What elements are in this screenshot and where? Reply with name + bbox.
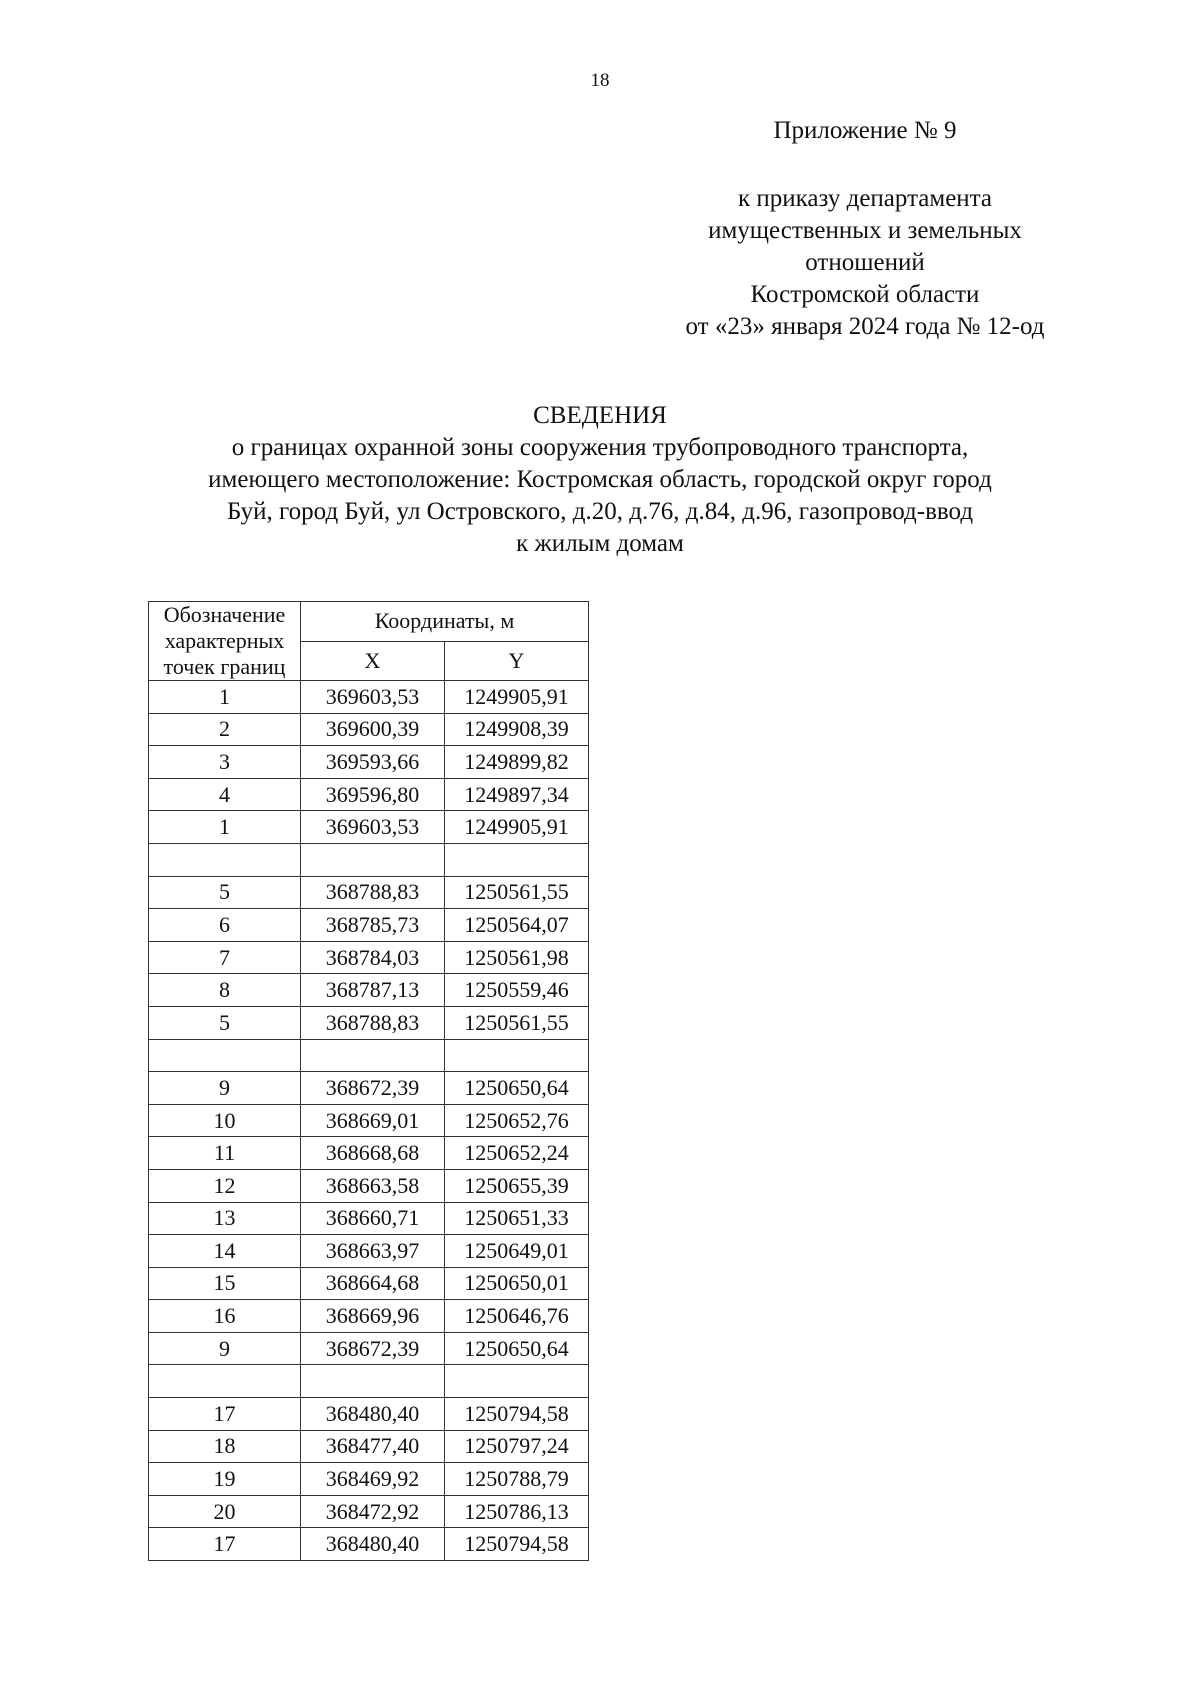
y-coordinate-cell: 1250650,01	[445, 1267, 589, 1300]
point-number-cell: 16	[149, 1300, 301, 1333]
point-number-cell: 14	[149, 1235, 301, 1268]
point-number-cell: 19	[149, 1463, 301, 1496]
x-coordinate-cell: 368663,58	[301, 1169, 445, 1202]
x-coordinate-cell: 368472,92	[301, 1495, 445, 1528]
point-number-cell: 5	[149, 1006, 301, 1039]
table-row	[149, 713, 589, 746]
y-coordinate-cell: 1250794,58	[445, 1398, 589, 1431]
x-coordinate-cell: 369600,39	[301, 713, 445, 746]
point-number-cell: 7	[149, 941, 301, 974]
table-row	[149, 1300, 589, 1333]
x-coordinate-cell: 368663,97	[301, 1235, 445, 1268]
table-row	[149, 1169, 589, 1202]
y-coordinate-cell: 1249899,82	[445, 746, 589, 779]
x-coordinate-cell: 368480,40	[301, 1528, 445, 1561]
y-coordinate-cell: 1250561,55	[445, 876, 589, 909]
point-number-cell: 20	[149, 1495, 301, 1528]
point-number-cell: 12	[149, 1169, 301, 1202]
table-row	[149, 746, 589, 779]
y-coordinate-cell: 1250561,98	[445, 941, 589, 974]
point-number-cell: 4	[149, 778, 301, 811]
x-coordinate-cell: 369603,53	[301, 681, 445, 714]
point-number-cell: 1	[149, 811, 301, 844]
header-point-line: Обозначение	[163, 602, 286, 627]
table-row	[149, 1267, 589, 1300]
x-coordinate-cell: 368668,68	[301, 1137, 445, 1170]
table-row	[149, 876, 589, 909]
table-row	[149, 1104, 589, 1137]
table-row	[149, 1202, 589, 1235]
header-x: X	[301, 641, 445, 681]
point-number-cell	[149, 1365, 301, 1398]
y-coordinate-cell: 1250646,76	[445, 1300, 589, 1333]
appendix-line: к приказу департамента	[737, 185, 993, 212]
x-coordinate-cell: 368669,96	[301, 1300, 445, 1333]
y-coordinate-cell: 1250794,58	[445, 1528, 589, 1561]
header-point-designation	[149, 602, 301, 681]
appendix-line: Костромской области	[750, 281, 980, 308]
point-number-cell: 3	[149, 746, 301, 779]
x-coordinate-cell: 368784,03	[301, 941, 445, 974]
table-row	[149, 843, 589, 876]
point-number-cell: 17	[149, 1398, 301, 1431]
x-coordinate-cell	[301, 1365, 445, 1398]
y-coordinate-cell: 1250788,79	[445, 1463, 589, 1496]
point-number-cell	[149, 843, 301, 876]
x-coordinate-cell	[301, 843, 445, 876]
point-number-cell	[149, 1039, 301, 1072]
appendix-line: отношений	[805, 249, 925, 276]
table-row	[149, 811, 589, 844]
x-coordinate-cell: 368787,13	[301, 974, 445, 1007]
x-coordinate-cell: 368788,83	[301, 1006, 445, 1039]
x-coordinate-cell: 368672,39	[301, 1332, 445, 1365]
y-coordinate-cell: 1250649,01	[445, 1235, 589, 1268]
document-title: СВЕДЕНИЯ	[533, 402, 667, 429]
x-coordinate-cell: 368660,71	[301, 1202, 445, 1235]
header-y: Y	[445, 641, 589, 681]
page-number: 18	[590, 70, 610, 91]
table-row	[149, 974, 589, 1007]
point-number-cell: 11	[149, 1137, 301, 1170]
y-coordinate-cell: 1250797,24	[445, 1430, 589, 1463]
coordinates-table	[148, 601, 589, 1561]
y-coordinate-cell: 1249908,39	[445, 713, 589, 746]
y-coordinate-cell: 1250561,55	[445, 1006, 589, 1039]
document-heading	[0, 400, 1200, 560]
x-coordinate-cell	[301, 1039, 445, 1072]
x-coordinate-cell: 369593,66	[301, 746, 445, 779]
table-row	[149, 1463, 589, 1496]
y-coordinate-cell: 1249905,91	[445, 681, 589, 714]
table-row	[149, 1430, 589, 1463]
table-row	[149, 1235, 589, 1268]
table-row	[149, 1398, 589, 1431]
heading-line: к жилым домам	[516, 530, 684, 557]
heading-line: Буй, город Буй, ул Островского, д.20, д.76, д.84, д.96, газопровод-ввод	[226, 498, 974, 525]
y-coordinate-cell: 1250559,46	[445, 974, 589, 1007]
x-coordinate-cell: 368669,01	[301, 1104, 445, 1137]
point-number-cell: 9	[149, 1332, 301, 1365]
table-row	[149, 1137, 589, 1170]
y-coordinate-cell: 1250650,64	[445, 1072, 589, 1105]
table-row	[149, 909, 589, 942]
table-row	[149, 1072, 589, 1105]
point-number-cell: 17	[149, 1528, 301, 1561]
table-row	[149, 941, 589, 974]
x-coordinate-cell: 368785,73	[301, 909, 445, 942]
y-coordinate-cell: 1250652,76	[445, 1104, 589, 1137]
x-coordinate-cell: 369603,53	[301, 811, 445, 844]
heading-line: о границах охранной зоны сооружения трубопроводного транспорта,	[231, 434, 969, 461]
appendix-line: имущественных и земельных	[708, 217, 1022, 244]
header-coordinates: Координаты, м	[301, 602, 589, 642]
header-point-line: точек границ	[163, 654, 286, 679]
point-number-cell: 5	[149, 876, 301, 909]
y-coordinate-cell: 1250650,64	[445, 1332, 589, 1365]
point-number-cell: 1	[149, 681, 301, 714]
y-coordinate-cell	[445, 843, 589, 876]
y-coordinate-cell: 1250651,33	[445, 1202, 589, 1235]
appendix-order-reference	[640, 183, 1090, 343]
appendix-line: от «23» января 2024 года № 12-од	[685, 313, 1045, 340]
x-coordinate-cell: 368480,40	[301, 1398, 445, 1431]
x-coordinate-cell: 368477,40	[301, 1430, 445, 1463]
header-point-line: характерных	[164, 628, 285, 653]
x-coordinate-cell: 368469,92	[301, 1463, 445, 1496]
y-coordinate-cell: 1250786,13	[445, 1495, 589, 1528]
table-row	[149, 1365, 589, 1398]
y-coordinate-cell: 1250564,07	[445, 909, 589, 942]
point-number-cell: 2	[149, 713, 301, 746]
table-row	[149, 1006, 589, 1039]
y-coordinate-cell	[445, 1365, 589, 1398]
y-coordinate-cell: 1249897,34	[445, 778, 589, 811]
table-body	[149, 681, 589, 1561]
x-coordinate-cell: 368788,83	[301, 876, 445, 909]
table-row	[149, 1528, 589, 1561]
point-number-cell: 10	[149, 1104, 301, 1137]
x-coordinate-cell: 368664,68	[301, 1267, 445, 1300]
heading-line: имеющего местоположение: Костромская область, городской округ город	[208, 466, 992, 493]
table-row	[149, 1332, 589, 1365]
y-coordinate-cell: 1249905,91	[445, 811, 589, 844]
point-number-cell: 6	[149, 909, 301, 942]
point-number-cell: 8	[149, 974, 301, 1007]
y-coordinate-cell: 1250655,39	[445, 1169, 589, 1202]
appendix-title: Приложение № 9	[773, 117, 957, 144]
point-number-cell: 9	[149, 1072, 301, 1105]
point-number-cell: 13	[149, 1202, 301, 1235]
x-coordinate-cell: 369596,80	[301, 778, 445, 811]
table-row	[149, 1495, 589, 1528]
table-row	[149, 778, 589, 811]
table-row	[149, 681, 589, 714]
point-number-cell: 15	[149, 1267, 301, 1300]
y-coordinate-cell	[445, 1039, 589, 1072]
y-coordinate-cell: 1250652,24	[445, 1137, 589, 1170]
x-coordinate-cell: 368672,39	[301, 1072, 445, 1105]
table-row	[149, 1039, 589, 1072]
point-number-cell: 18	[149, 1430, 301, 1463]
